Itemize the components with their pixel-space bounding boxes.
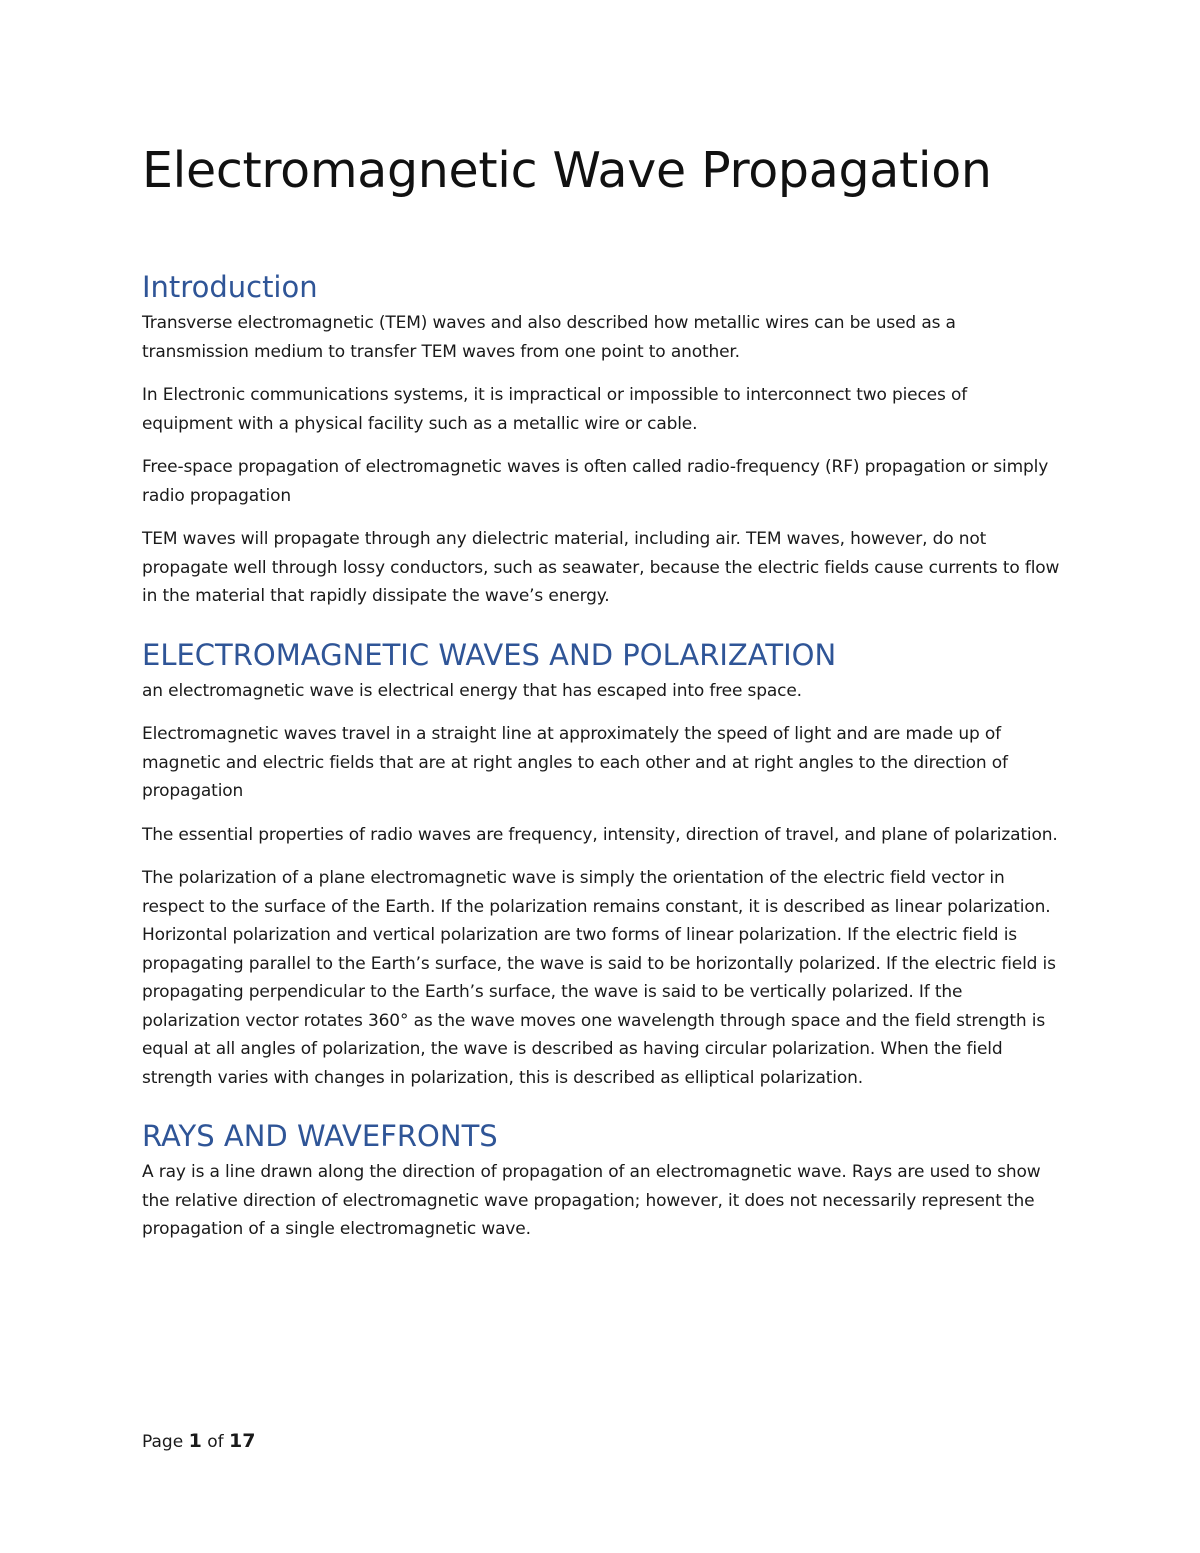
document-title: Electromagnetic Wave Propagation: [142, 142, 992, 199]
paragraph: Free-space propagation of electromagnetic waves is often called radio-frequency (RF) propagation or simply radio propagation: [142, 457, 1049, 506]
paragraph: Electromagnetic waves travel in a straight line at approximately the speed of light and are made up of magnetic and electric fields that are at right angles to each other and at right angles to the direction of propagation: [142, 724, 1008, 801]
paragraph: an electromagnetic wave is electrical energy that has escaped into free space.: [142, 680, 802, 701]
total-pages-number: 17: [229, 1430, 256, 1452]
document-page: [142, 140, 1062, 1259]
section-heading-introduction: Introduction: [142, 270, 318, 304]
section-polarization: [142, 637, 1062, 1093]
paragraph: A ray is a line drawn along the direction of propagation of an electromagnetic wave. Rays are used to show the relative direction of electromagnetic wave propagation; however, it does not necessarily represent the propagation of a single electromagnetic wave.: [142, 1162, 1041, 1239]
of-word: of: [207, 1432, 224, 1452]
section-introduction: [142, 269, 1062, 611]
page-word: Page: [142, 1432, 184, 1452]
paragraph: TEM waves will propagate through any dielectric material, including air. TEM waves, however, do not propagate well through lossy conductors, such as seawater, because the electric fields cause currents to flow in the material that rapidly dissipate the wave’s energy.: [142, 529, 1060, 606]
paragraph: The polarization of a plane electromagnetic wave is simply the orientation of the electric field vector in respect to the surface of the Earth. If the polarization remains constant, it is described as linear polarization. Horizontal polarization and vertical polarization are two forms of linear polarization. If the electric field is propagating parallel to the Earth’s surface, the wave is said to be horizontally polarized. If the electric field is propagating perpendicular to the Earth’s surface, the wave is said to be vertically polarized. If the polarization vector rotates 360° as the wave moves one wavelength through space and the field strength is equal at all angles of polarization, the wave is described as having circular polarization. When the field strength varies with changes in polarization, this is described as elliptical polarization.: [142, 868, 1056, 1088]
current-page-number: 1: [188, 1430, 202, 1452]
section-rays: [142, 1118, 1062, 1244]
section-heading-polarization: ELECTROMAGNETIC WAVES AND POLARIZATION: [142, 637, 837, 672]
section-heading-rays: RAYS AND WAVEFRONTS: [142, 1119, 498, 1153]
page-footer: [142, 1430, 255, 1452]
paragraph: In Electronic communications systems, it is impractical or impossible to interconnect two pieces of equipment with a physical facility such as a metallic wire or cable.: [142, 385, 968, 434]
paragraph: Transverse electromagnetic (TEM) waves and also described how metallic wires can be used as a transmission medium to transfer TEM waves from one point to another.: [142, 313, 956, 362]
paragraph: The essential properties of radio waves are frequency, intensity, direction of travel, and plane of polarization.: [142, 824, 1058, 845]
